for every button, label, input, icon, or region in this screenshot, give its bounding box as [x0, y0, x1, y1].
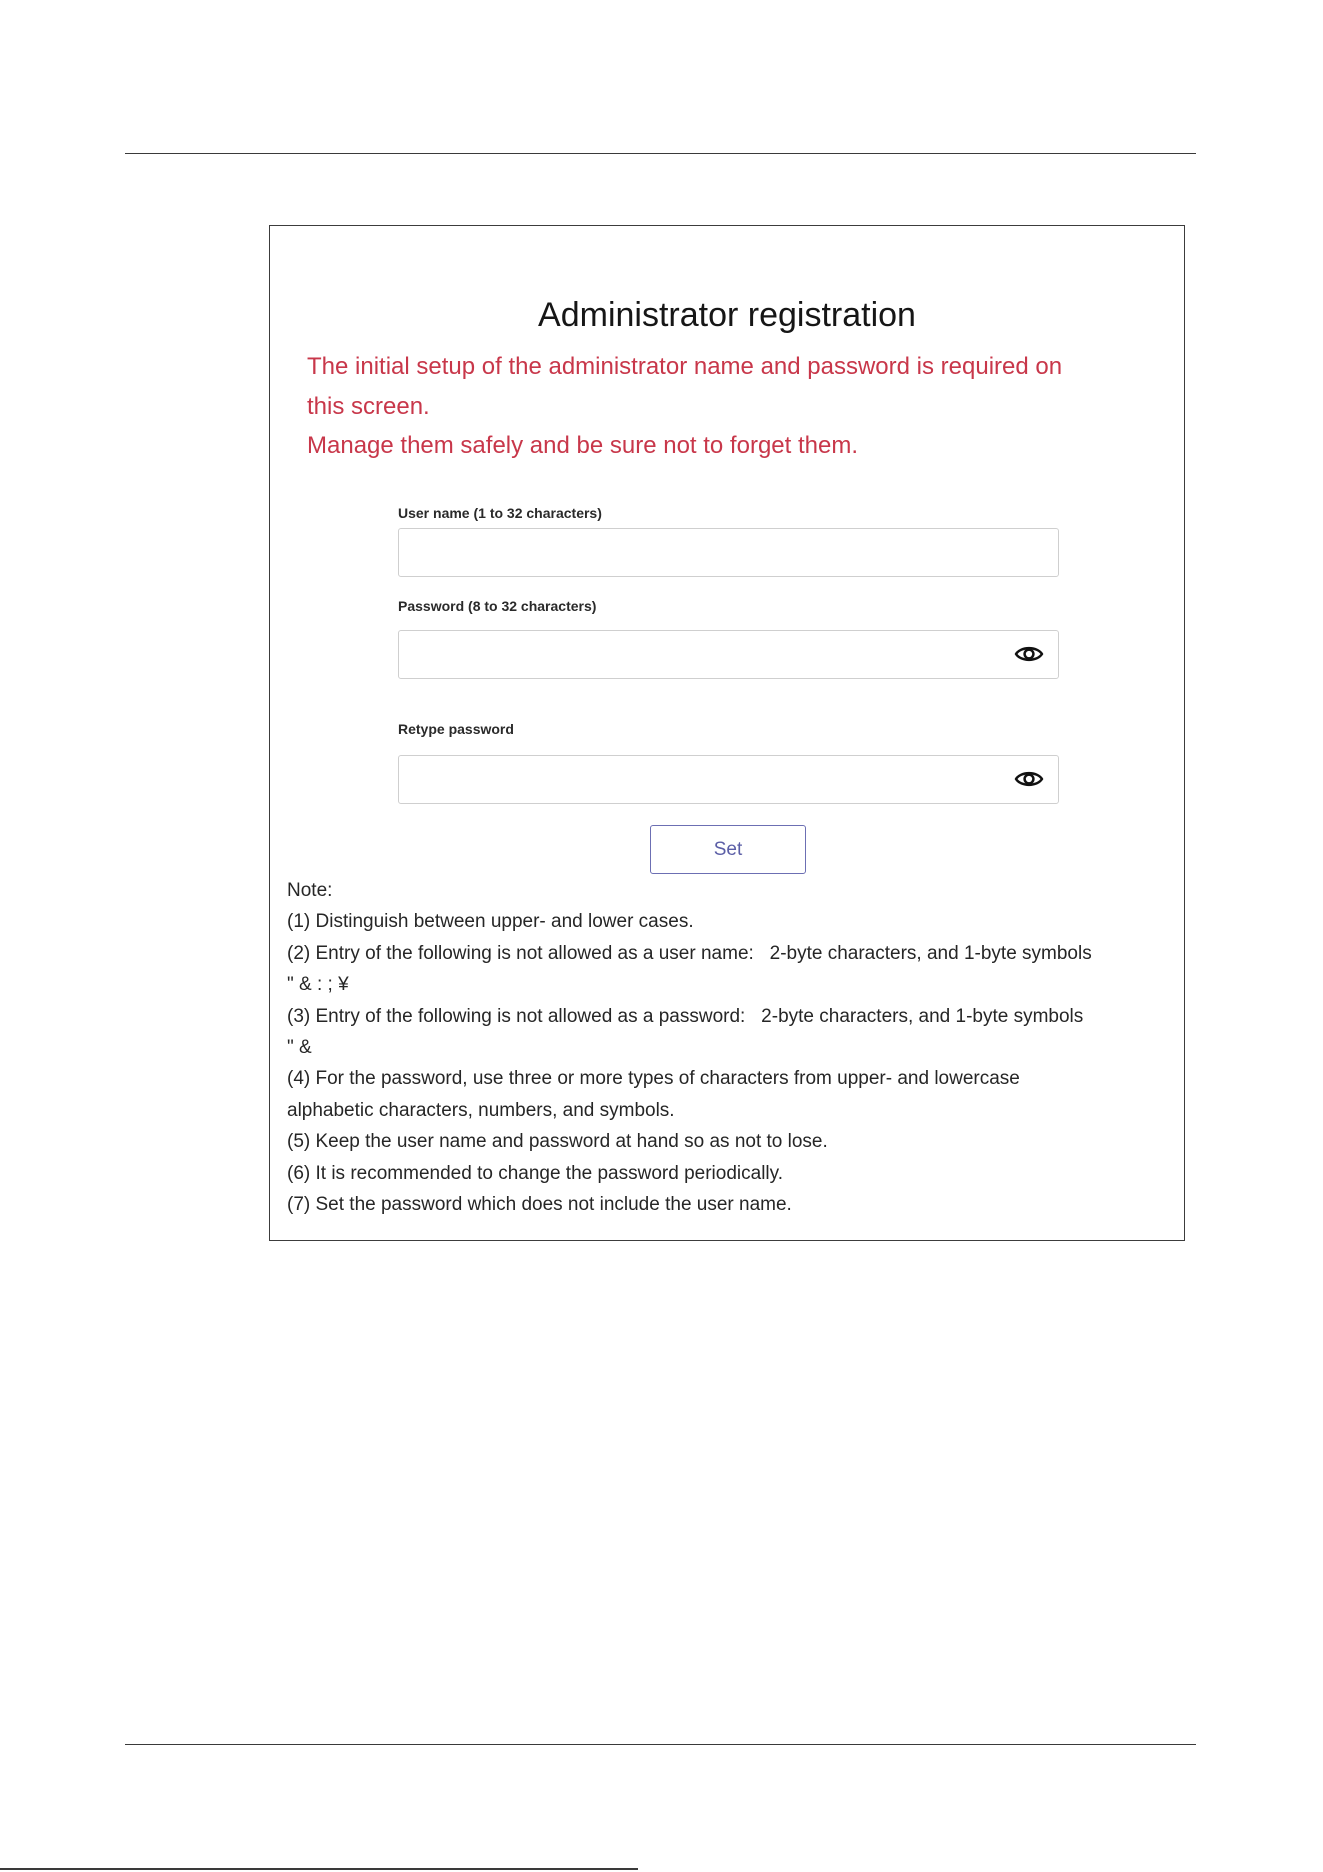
note-line: (2) Entry of the following is not allowed as a user name: 2-byte characters, and 1-byte symbols — [287, 942, 1092, 964]
footer-rule — [125, 1744, 1196, 1745]
user-name-field — [398, 528, 1059, 577]
user-name-label: User name (1 to 32 characters) — [398, 505, 602, 521]
note-line: (7) Set the password which does not include the user name. — [287, 1194, 792, 1216]
eye-icon — [1014, 769, 1044, 789]
warning-line: this screen. — [307, 392, 430, 420]
retype-password-input[interactable] — [399, 756, 1058, 803]
warning-line: The initial setup of the administrator name and password is required on — [307, 353, 1063, 380]
user-name-input[interactable] — [399, 529, 1058, 576]
note-line: (5) Keep the user name and password at hand so as not to lose. — [287, 1131, 828, 1153]
note-line: (6) It is recommended to change the password periodically. — [287, 1162, 784, 1184]
password-field — [398, 630, 1059, 679]
note-line: alphabetic characters, numbers, and symbols. — [287, 1099, 675, 1121]
setup-warning — [307, 347, 1062, 466]
note-heading: Note: — [287, 880, 333, 901]
set-button[interactable]: Set — [650, 825, 806, 874]
show-password-toggle[interactable] — [1014, 644, 1044, 664]
note-line: (1) Distinguish between upper- and lower cases. — [287, 911, 694, 933]
note-section — [287, 875, 1092, 1220]
note-line: (3) Entry of the following is not allowed as a password: 2-byte characters, and 1-byte symbols — [287, 1005, 1084, 1027]
note-line: " & — [287, 1037, 312, 1059]
eye-icon — [1014, 644, 1044, 664]
retype-password-label: Retype password — [398, 721, 514, 737]
administrator-registration-panel — [269, 225, 1185, 1241]
dialog-title: Administrator registration — [538, 296, 916, 334]
password-input[interactable] — [399, 631, 1058, 678]
note-line: " & : ; ¥ — [287, 974, 349, 996]
footnote-rule — [0, 1868, 638, 1870]
retype-password-field — [398, 755, 1059, 804]
password-label: Password (8 to 32 characters) — [398, 598, 597, 614]
show-retype-password-toggle[interactable] — [1014, 769, 1044, 789]
header-rule — [125, 153, 1196, 154]
warning-line: Manage them safely and be sure not to forget them. — [307, 432, 858, 459]
note-line: (4) For the password, use three or more types of characters from upper- and lowercase — [287, 1068, 1020, 1090]
